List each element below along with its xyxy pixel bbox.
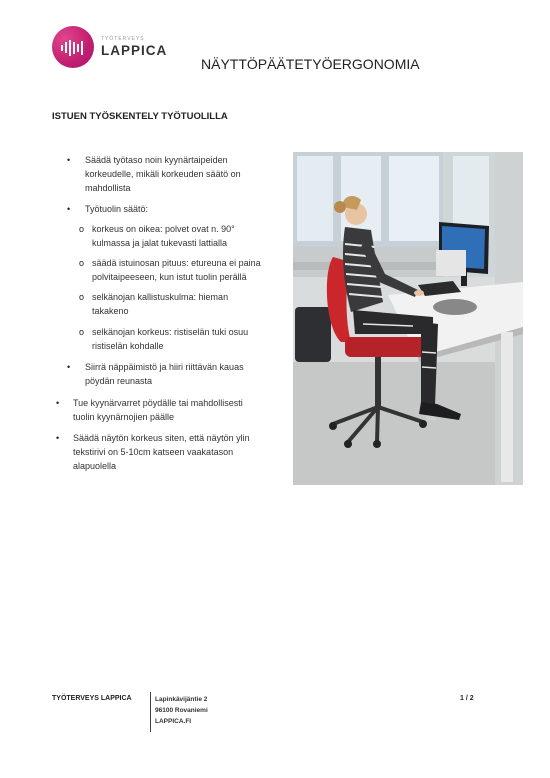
bullet-marker: • bbox=[56, 433, 60, 443]
lappica-logo bbox=[52, 24, 172, 70]
bullet-marker: • bbox=[67, 155, 71, 165]
sub-bullet-marker: o bbox=[79, 292, 85, 302]
bullet-text: Työtuolin säätö: bbox=[85, 204, 149, 214]
page-number: 1 / 2 bbox=[460, 695, 474, 702]
bullet-text: Säädä näytön korkeus siten, että näytön ylin tekstirivi on 5-10cm katseen vaakatason alapuolella bbox=[73, 433, 250, 471]
bullet-text: Säädä työtaso noin kyynärtaipeiden korkeudelle, mikäli korkeuden säätö on mahdollista bbox=[85, 155, 241, 193]
document-title: NÄYTTÖPÄÄTETYÖERGONOMIA bbox=[201, 56, 420, 72]
sub-bullet-text: korkeus on oikea: polvet ovat n. 90° kulmassa ja jalat tukevasti lattialla bbox=[92, 224, 235, 248]
sub-bullet-marker: o bbox=[79, 224, 85, 234]
bullet-text: Tue kyynärvarret pöydälle tai mahdollisesti tuolin kyynärnojien päälle bbox=[73, 398, 243, 422]
logo-circle-icon bbox=[52, 26, 94, 68]
bullet-marker: • bbox=[56, 398, 60, 408]
workstation-photo bbox=[293, 152, 523, 485]
section-title: ISTUEN TYÖSKENTELY TYÖTUOLILLA bbox=[52, 111, 228, 122]
sub-bullet-text: selkänojan kallistuskulma: hieman takakeno bbox=[92, 292, 229, 316]
sub-bullet-text: säädä istuinosan pituus: etureuna ei paina polvitaipeeseen, kun istut tuolin perällä bbox=[92, 258, 261, 282]
logo-name: LAPPICA bbox=[101, 43, 168, 58]
logo-subtitle: TYÖTERVEYS bbox=[101, 36, 145, 42]
footer-organization: TYÖTERVEYS LAPPICA bbox=[52, 695, 132, 702]
sub-bullet-marker: o bbox=[79, 258, 85, 268]
sub-bullet-text: selkänojan korkeus: ristiselän tuki osuu ristiselän kohdalle bbox=[92, 327, 249, 351]
bullet-text: Siirrä näppäimistö ja hiiri riittävän kauas pöydän reunasta bbox=[85, 362, 244, 386]
footer-address: Lapinkävijäntie 2 96100 Rovaniemi LAPPICA.FI bbox=[155, 696, 208, 725]
sub-bullet-marker: o bbox=[79, 327, 85, 337]
bullet-marker: • bbox=[67, 362, 71, 372]
footer-divider bbox=[150, 692, 151, 732]
bullet-marker: • bbox=[67, 204, 71, 214]
